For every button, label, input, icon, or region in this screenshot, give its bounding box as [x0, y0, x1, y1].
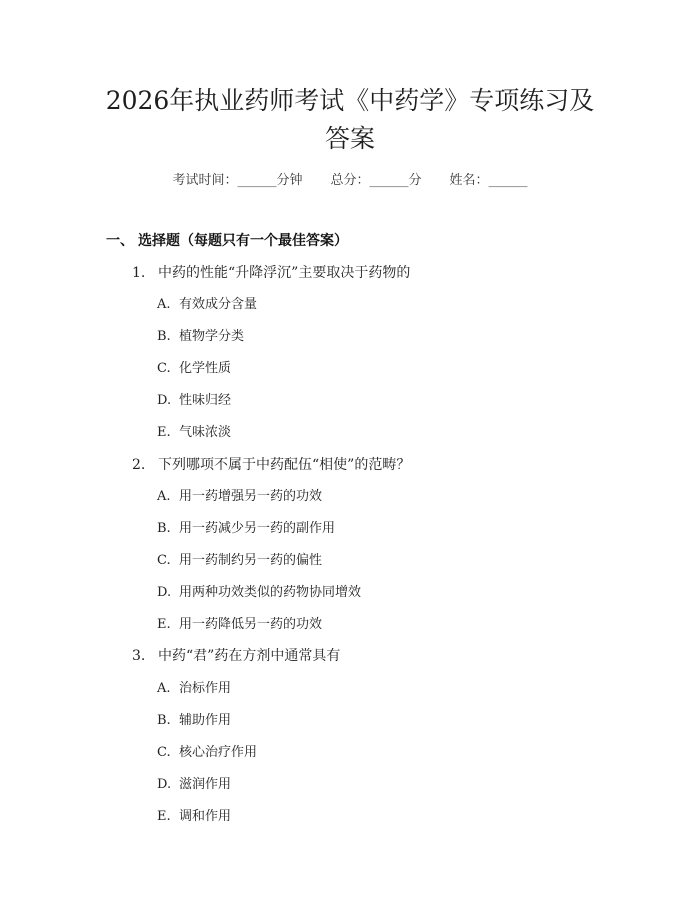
option-letter: A. — [157, 297, 171, 312]
option-text: 植物学分类 — [179, 329, 245, 344]
option-letter: A. — [157, 489, 171, 504]
option-letter: D. — [157, 777, 172, 792]
option-text: 用一药降低另一药的功效 — [179, 617, 323, 632]
answer-option — [157, 357, 231, 376]
option-text: 化学性质 — [179, 361, 232, 376]
answer-option — [157, 549, 322, 568]
option-letter: D. — [157, 585, 172, 600]
question-number: 2. — [132, 457, 146, 473]
option-letter: C. — [157, 361, 171, 376]
option-letter: B. — [157, 329, 171, 344]
answer-option — [157, 805, 231, 824]
option-text: 气味浓淡 — [179, 425, 232, 440]
answer-option — [157, 677, 231, 696]
answer-option — [157, 325, 244, 344]
option-text: 用一药制约另一药的偏性 — [179, 553, 323, 568]
exam-info-line — [0, 169, 700, 188]
option-letter: D. — [157, 393, 172, 408]
answer-option — [157, 389, 231, 408]
option-letter: B. — [157, 521, 171, 536]
option-letter: A. — [157, 681, 171, 696]
question-item — [132, 262, 410, 282]
option-letter: E. — [157, 809, 171, 824]
question-text: 中药“君”药在方剂中通常具有 — [158, 648, 341, 664]
option-text: 用两种功效类似的药物协同增效 — [179, 585, 362, 600]
document-title — [60, 82, 640, 158]
option-letter: E. — [157, 617, 171, 632]
question-item — [132, 645, 340, 665]
answer-option — [157, 517, 335, 536]
option-text: 有效成分含量 — [179, 297, 258, 312]
question-number: 1. — [132, 265, 146, 281]
option-text: 辅助作用 — [179, 713, 232, 728]
option-text: 核心治疗作用 — [179, 745, 258, 760]
option-letter: E. — [157, 425, 171, 440]
question-number: 3. — [132, 648, 146, 664]
title-line-2: 答案 — [324, 124, 375, 153]
answer-option — [157, 485, 322, 504]
exam-time: 考试时间：______分钟 — [172, 173, 303, 188]
option-text: 性味归经 — [179, 393, 232, 408]
option-text: 调和作用 — [179, 809, 232, 824]
answer-option — [157, 773, 231, 792]
answer-option — [157, 741, 257, 760]
option-text: 滋润作用 — [179, 777, 232, 792]
answer-option — [157, 581, 361, 600]
section-number: 一、 — [106, 233, 134, 249]
option-letter: C. — [157, 553, 171, 568]
question-item — [132, 454, 410, 474]
option-letter: B. — [157, 713, 171, 728]
total-score: 总分：______分 — [330, 173, 422, 188]
option-text: 治标作用 — [179, 681, 232, 696]
section-title: 选择题（每题只有一个最佳答案） — [138, 233, 348, 249]
option-letter: C. — [157, 745, 171, 760]
option-text: 用一药增强另一药的功效 — [179, 489, 323, 504]
answer-option — [157, 709, 231, 728]
answer-option — [157, 613, 322, 632]
section-heading — [106, 230, 348, 250]
option-text: 用一药减少另一药的副作用 — [179, 521, 336, 536]
question-text: 中药的性能“升降浮沉”主要取决于药物的 — [158, 265, 411, 281]
student-name: 姓名：______ — [449, 173, 528, 188]
answer-option — [157, 293, 257, 312]
answer-option — [157, 421, 231, 440]
question-text: 下列哪项不属于中药配伍“相使”的范畴？ — [158, 457, 411, 473]
title-line-1: 2026年执业药师考试《中药学》专项练习及 — [105, 86, 595, 115]
